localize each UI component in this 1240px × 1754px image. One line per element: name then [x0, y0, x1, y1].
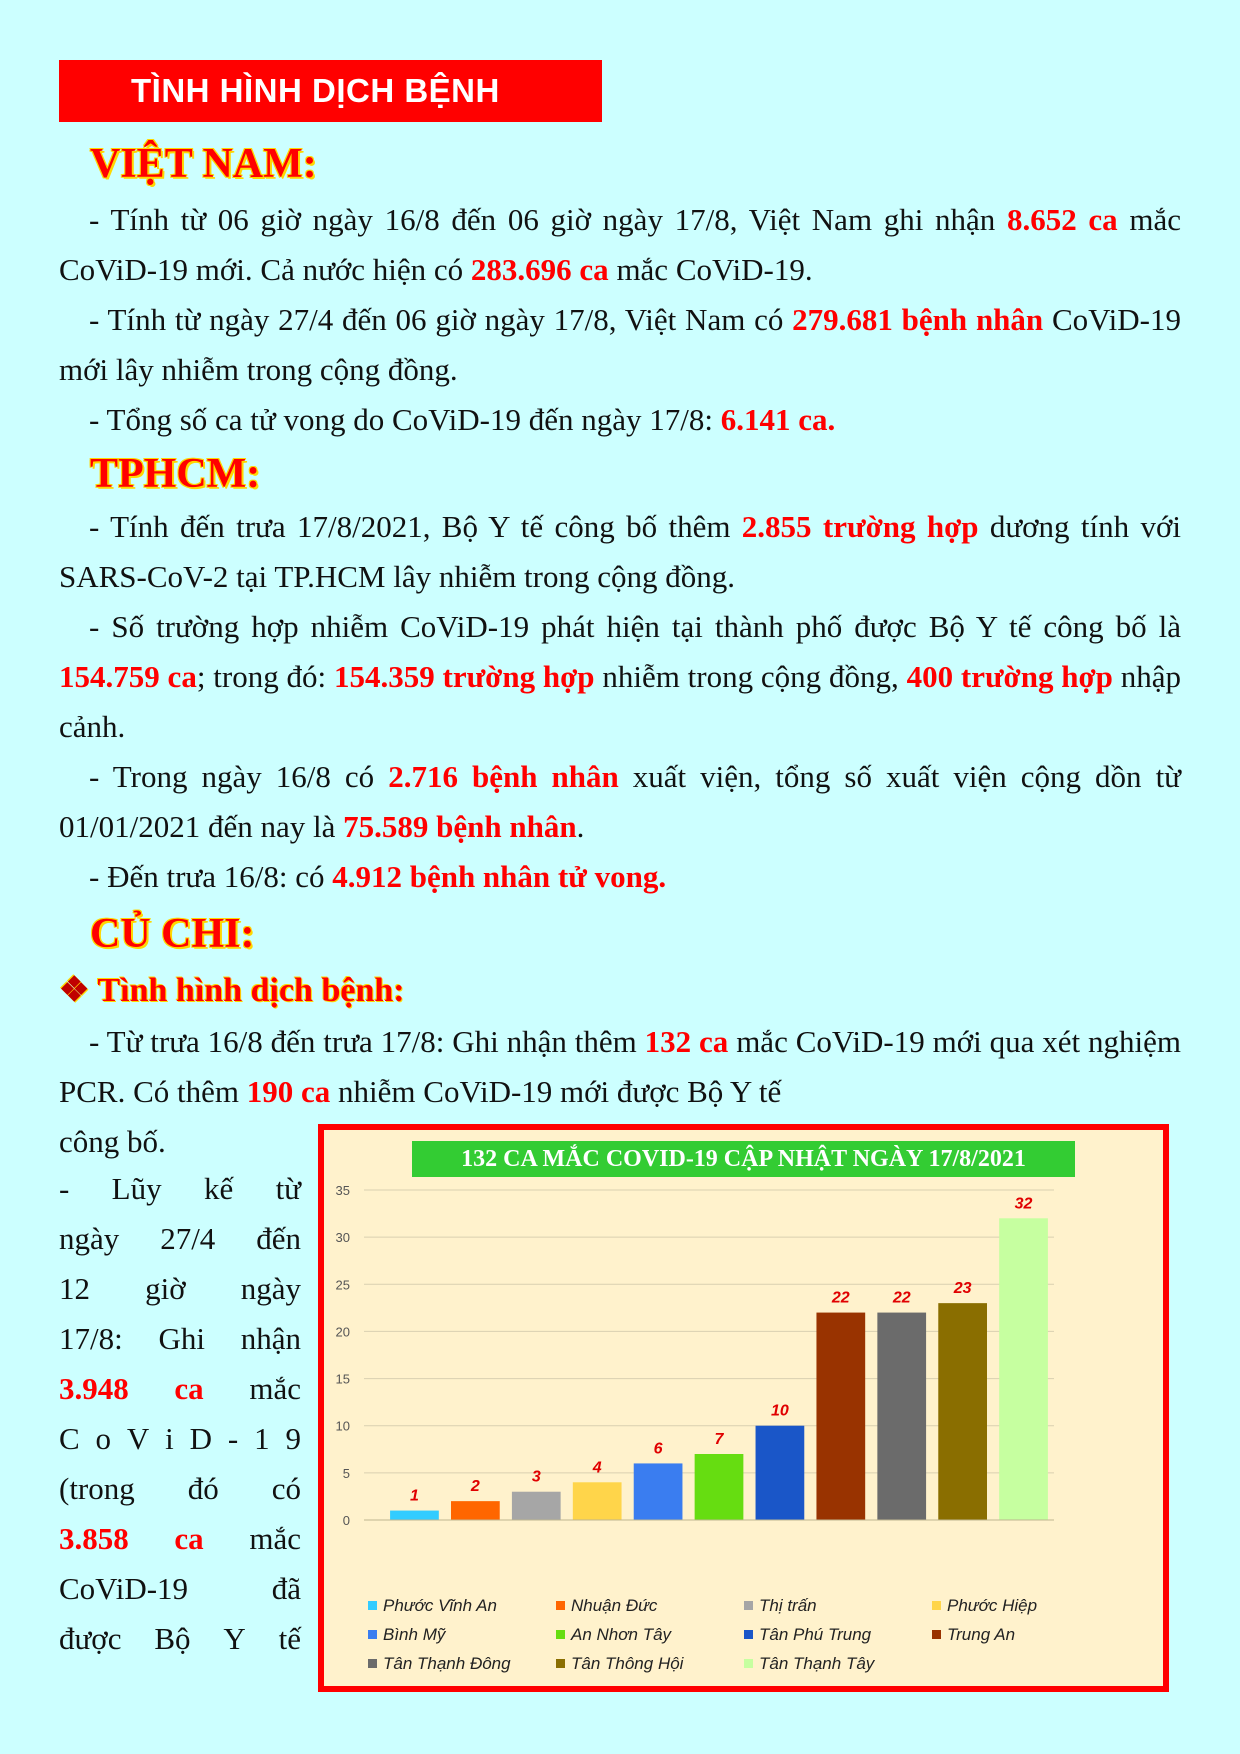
y-tick-label: 0 — [342, 1513, 350, 1528]
column-word: D — [189, 1421, 213, 1456]
column-word: 9 — [285, 1421, 301, 1456]
column-word: đã — [271, 1571, 301, 1606]
legend-label: An Nhơn Tây — [571, 1624, 672, 1644]
section-banner: TÌNH HÌNH DỊCH BỆNH — [59, 60, 602, 122]
column-word: ca — [174, 1521, 204, 1556]
bar-data-label: 32 — [1014, 1195, 1033, 1213]
legend-label: Tân Thạnh Tây — [759, 1653, 875, 1673]
y-tick-label: 15 — [335, 1371, 350, 1387]
legend-swatch — [368, 1601, 377, 1610]
bar-data-label: 23 — [953, 1280, 972, 1298]
legend-item — [744, 1593, 932, 1618]
column-word: 17/8: — [59, 1321, 123, 1356]
heading-cuchi: CỦ CHI: — [90, 911, 255, 957]
column-line — [59, 1414, 301, 1464]
column-word: o — [95, 1421, 112, 1456]
column-word: mắc — [249, 1371, 301, 1406]
bar-4 — [573, 1482, 622, 1520]
column-word: nhận — [240, 1321, 301, 1356]
legend-item — [744, 1622, 932, 1647]
legend-item — [556, 1622, 744, 1647]
legend-item — [368, 1593, 556, 1618]
column-word: giờ — [145, 1271, 186, 1306]
bar-5 — [634, 1463, 683, 1520]
column-word: i — [165, 1421, 174, 1456]
legend-item — [932, 1593, 1132, 1618]
legend-label: Tân Thạnh Đông — [383, 1653, 511, 1673]
vietnam-paragraph-2: - Tính từ ngày 27/4 đến 06 giờ ngày 17/8, Việt Nam có 279.681 bệnh nhân CoViD-19 mới lây nhiễm trong cộng đồng. — [59, 302, 1181, 387]
column-word: 1 — [254, 1421, 270, 1456]
bar-data-label: 10 — [771, 1402, 789, 1420]
column-word: V — [126, 1421, 150, 1456]
column-word: 12 — [59, 1271, 90, 1306]
y-tick-label: 10 — [335, 1418, 350, 1434]
bar-data-label: 2 — [470, 1478, 480, 1496]
column-word: kế — [203, 1171, 234, 1206]
bar-data-label: 7 — [714, 1431, 724, 1448]
tphcm-paragraph-4: - Đến trưa 16/8: có 4.912 bệnh nhân tử vong. — [89, 859, 667, 894]
tphcm-paragraph-2: - Số trường hợp nhiễm CoViD-19 phát hiện tại thành phố được Bộ Y tế công bố là 154.759 ca; trong đó: 154.359 trường hợp nhiễm trong cộng đồng, 400 trường hợp nhập cảnh. — [59, 609, 1182, 744]
column-line — [59, 1314, 301, 1364]
column-word: Ghi — [158, 1321, 205, 1356]
legend-item — [556, 1651, 744, 1676]
legend-swatch — [368, 1659, 377, 1668]
column-word: Lũy — [111, 1171, 162, 1206]
column-word: mắc — [249, 1521, 301, 1556]
legend-swatch — [744, 1601, 753, 1610]
legend-swatch — [368, 1630, 377, 1639]
column-word: Y — [223, 1621, 246, 1656]
bar-data-label: 6 — [653, 1440, 663, 1458]
subheading-epidemic-status: ❖ Tình hình dịch bệnh: — [59, 972, 405, 1009]
legend-label: Phước Hiệp — [947, 1595, 1038, 1615]
bar-9 — [877, 1313, 926, 1520]
column-word: ca — [174, 1371, 204, 1406]
column-line — [59, 1464, 301, 1514]
cuchi-paragraph-1-end: công bố. — [59, 1124, 166, 1159]
bar-8 — [816, 1313, 865, 1520]
column-word: (trong — [59, 1471, 135, 1506]
chart-legend — [368, 1593, 1148, 1676]
bar-data-label: 3 — [531, 1468, 541, 1486]
bar-2 — [451, 1501, 500, 1520]
vietnam-paragraph-1: - Tính từ 06 giờ ngày 16/8 đến 06 giờ ngày 17/8, Việt Nam ghi nhận 8.652 ca mắc CoViD-19 mới. Cả nước hiện có 283.696 ca mắc CoViD-19. — [59, 202, 1182, 287]
bar-data-label: 1 — [410, 1487, 419, 1505]
column-line — [59, 1264, 301, 1314]
column-line — [59, 1214, 301, 1264]
cuchi-cumulative-column — [59, 1164, 301, 1664]
column-line — [59, 1364, 301, 1414]
bar-data-label: 22 — [892, 1289, 911, 1307]
column-word: từ — [275, 1171, 301, 1206]
legend-label: Trung An — [947, 1624, 1016, 1644]
y-tick-label: 30 — [335, 1230, 350, 1246]
cuchi-paragraph-1: - Từ trưa 16/8 đến trưa 17/8: Ghi nhận thêm 132 ca mắc CoViD-19 mới qua xét nghiệm PCR. Có thêm 190 ca nhiễm CoViD-19 mới được Bộ Y tế — [59, 1024, 1181, 1109]
legend-swatch — [556, 1659, 565, 1668]
column-word: CoViD-19 — [59, 1571, 189, 1606]
column-line — [59, 1564, 301, 1614]
legend-label: Phước Vĩnh An — [383, 1595, 497, 1615]
column-word: 3.948 — [59, 1371, 129, 1406]
legend-item — [556, 1593, 744, 1618]
legend-swatch — [556, 1630, 565, 1639]
column-word: ngày — [59, 1221, 120, 1256]
vietnam-paragraph-3: - Tổng số ca tử vong do CoViD-19 đến ngày 17/8: 6.141 ca. — [89, 402, 836, 437]
chart-title: 132 CA MẮC COVID-19 CẬP NHẬT NGÀY 17/8/2021 — [412, 1141, 1075, 1177]
column-word: đó — [187, 1471, 219, 1506]
y-tick-label: 25 — [335, 1277, 350, 1293]
column-line — [59, 1514, 301, 1564]
heading-tphcm: TPHCM: — [90, 451, 261, 497]
legend-label: Thị trấn — [759, 1595, 817, 1615]
legend-swatch — [744, 1630, 753, 1639]
diamond-bullet-icon: ❖ — [59, 972, 90, 1009]
tphcm-paragraph-1: - Tính đến trưa 17/8/2021, Bộ Y tế công bố thêm 2.855 trường hợp dương tính với SARS-CoV-2 tại TP.HCM lây nhiễm trong cộng đồng. — [59, 509, 1181, 594]
bar-data-label: 22 — [831, 1289, 850, 1307]
legend-swatch — [932, 1630, 941, 1639]
heading-vietnam: VIỆT NAM: — [90, 141, 317, 187]
column-word: đến — [256, 1221, 301, 1256]
column-word: ngày — [240, 1271, 301, 1306]
y-tick-label: 20 — [335, 1324, 350, 1340]
legend-label: Tân Thông Hội — [571, 1653, 684, 1673]
bar-1 — [390, 1511, 439, 1520]
column-word: 27/4 — [160, 1221, 216, 1256]
column-word: có — [271, 1471, 301, 1506]
bar-6 — [695, 1454, 744, 1520]
column-word: Bộ — [154, 1621, 191, 1656]
legend-swatch — [932, 1601, 941, 1610]
y-tick-label: 5 — [342, 1465, 350, 1481]
column-word: được — [59, 1621, 122, 1656]
legend-swatch — [556, 1601, 565, 1610]
bar-11 — [999, 1218, 1048, 1520]
column-line — [59, 1614, 301, 1664]
tphcm-paragraph-3: - Trong ngày 16/8 có 2.716 bệnh nhân xuất viện, tổng số xuất viện cộng dồn từ 01/01/2021 đến nay là 75.589 bệnh nhân. — [59, 759, 1181, 844]
legend-item — [932, 1622, 1132, 1647]
bar-10 — [938, 1303, 987, 1520]
legend-label: Bình Mỹ — [383, 1624, 446, 1644]
legend-label: Tân Phú Trung — [759, 1624, 872, 1644]
legend-item — [368, 1651, 556, 1676]
column-word: C — [59, 1421, 80, 1456]
bar-data-label: 4 — [592, 1459, 602, 1477]
legend-swatch — [744, 1659, 753, 1668]
y-tick-label: 35 — [335, 1183, 350, 1198]
column-word: 3.858 — [59, 1521, 129, 1556]
column-word: - — [227, 1421, 239, 1456]
bar-chart — [318, 1124, 1169, 1692]
legend-item — [368, 1622, 556, 1647]
bar-7 — [756, 1426, 805, 1520]
bar-3 — [512, 1492, 561, 1520]
legend-label: Nhuận Đức — [571, 1595, 658, 1615]
column-word: tế — [278, 1621, 301, 1656]
legend-item — [744, 1651, 932, 1676]
column-line — [59, 1164, 301, 1214]
column-word: - — [59, 1171, 70, 1206]
